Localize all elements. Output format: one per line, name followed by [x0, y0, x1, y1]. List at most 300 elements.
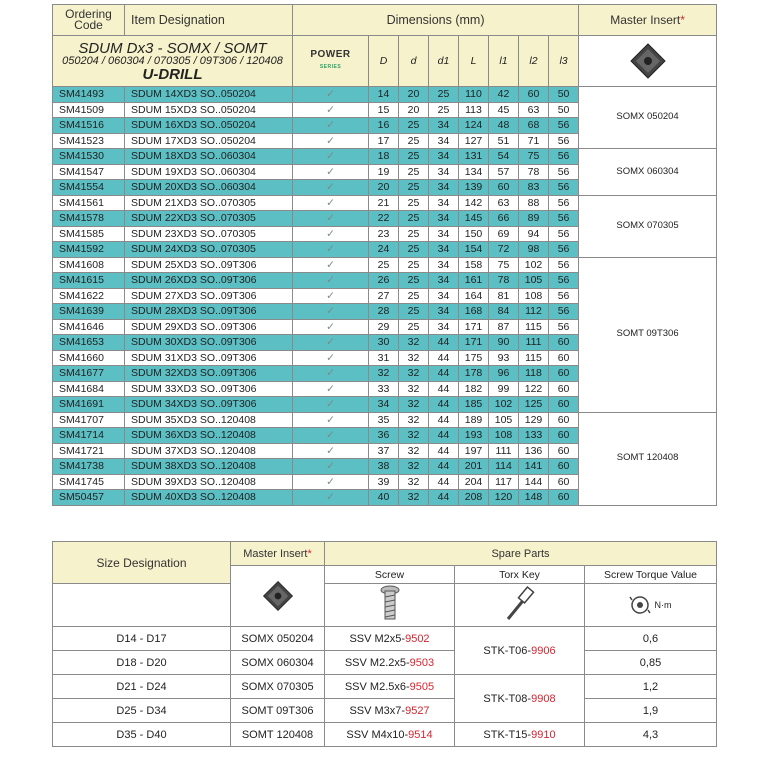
dim-l1-cell: 48 [489, 118, 519, 134]
dim-D-cell: 26 [369, 273, 399, 289]
dim-L-cell: 204 [459, 474, 489, 490]
ordering-code-cell: SM41554 [53, 180, 125, 196]
dim-D-cell: 31 [369, 350, 399, 366]
ordering-code-cell: SM41745 [53, 474, 125, 490]
screw-cell [325, 627, 455, 651]
dim-l3-cell: 56 [549, 195, 579, 211]
product-title-type: U-DRILL [142, 65, 203, 83]
dim-l2-cell: 71 [519, 133, 549, 149]
dim-l3-cell: 56 [549, 180, 579, 196]
master-insert-cell: SOMX 050204 [231, 627, 325, 651]
dim-d1-cell: 44 [429, 474, 459, 490]
torx-key-code: 9910 [531, 728, 556, 741]
dim-d-cell: 25 [399, 288, 429, 304]
power-series-check-icon: ✓ [293, 459, 369, 475]
ordering-code-cell: SM41608 [53, 257, 125, 273]
master-insert-label: Master Insert [610, 12, 681, 27]
item-designation-cell: SDUM 27XD3 SO..09T306 [125, 288, 293, 304]
power-series-check-icon: ✓ [293, 226, 369, 242]
dim-l2-cell: 115 [519, 319, 549, 335]
dim-L-cell: 201 [459, 459, 489, 475]
dim-l2-cell: 89 [519, 211, 549, 227]
dim-l3-cell: 56 [549, 226, 579, 242]
dim-d-cell: 32 [399, 335, 429, 351]
master-insert-header-2 [231, 542, 325, 566]
dim-L-cell: 164 [459, 288, 489, 304]
dim-d-cell: 32 [399, 459, 429, 475]
dim-l1-cell: 54 [489, 149, 519, 165]
screw-cell [325, 651, 455, 675]
power-series-check-icon: ✓ [293, 412, 369, 428]
dim-l1-cell: 66 [489, 211, 519, 227]
dim-l1-cell: 45 [489, 102, 519, 118]
torque-value-cell: 0,6 [585, 627, 717, 651]
item-designation-cell: SDUM 32XD3 SO..09T306 [125, 366, 293, 382]
master-insert-group-cell: SOMX 050204 [579, 87, 717, 149]
spare-parts-row [53, 723, 717, 747]
dim-d1-cell: 44 [429, 350, 459, 366]
item-designation-cell: SDUM 40XD3 SO..120408 [125, 490, 293, 506]
dim-d1-cell: 34 [429, 242, 459, 258]
dim-l3-cell: 60 [549, 335, 579, 351]
torx-key-code: 9908 [531, 692, 556, 705]
ordering-code-cell: SM41578 [53, 211, 125, 227]
screw-cell [325, 699, 455, 723]
dim-d-cell: 25 [399, 195, 429, 211]
dim-L-cell: 161 [459, 273, 489, 289]
dim-D-cell: 20 [369, 180, 399, 196]
dim-l1-cell: 102 [489, 397, 519, 413]
dim-d1-cell: 44 [429, 381, 459, 397]
dim-l3-cell: 60 [549, 490, 579, 506]
power-series-check-icon: ✓ [293, 304, 369, 320]
dim-d1-cell: 34 [429, 164, 459, 180]
insert-icon [628, 41, 668, 81]
dim-L-cell: 113 [459, 102, 489, 118]
screw-icon [378, 585, 402, 623]
dim-d-cell: 32 [399, 412, 429, 428]
item-designation-cell: SDUM 16XD3 SO..050204 [125, 118, 293, 134]
dim-l1-cell: 42 [489, 87, 519, 103]
dim-L-cell: 131 [459, 149, 489, 165]
item-designation-cell: SDUM 21XD3 SO..070305 [125, 195, 293, 211]
item-designation-cell: SDUM 37XD3 SO..120408 [125, 443, 293, 459]
dim-col-d1: d1 [429, 36, 459, 87]
power-series-logo [293, 36, 369, 87]
dim-L-cell: 145 [459, 211, 489, 227]
dim-L-cell: 171 [459, 335, 489, 351]
spare-parts-header: Spare Parts [325, 542, 717, 566]
screw-name: SSV M2.5x6- [344, 680, 410, 693]
dim-d1-cell: 44 [429, 335, 459, 351]
torque-value-cell: 4,3 [585, 723, 717, 747]
dim-l1-cell: 87 [489, 319, 519, 335]
screw-header: Screw [325, 566, 455, 584]
dim-d-cell: 32 [399, 443, 429, 459]
dim-D-cell: 34 [369, 397, 399, 413]
dim-l1-cell: 75 [489, 257, 519, 273]
dim-l1-cell: 81 [489, 288, 519, 304]
dim-L-cell: 189 [459, 412, 489, 428]
master-insert-header [579, 5, 717, 36]
dim-l1-cell: 99 [489, 381, 519, 397]
power-series-check-icon: ✓ [293, 350, 369, 366]
dim-D-cell: 25 [369, 257, 399, 273]
torx-key-cell [455, 723, 585, 747]
dim-D-cell: 27 [369, 288, 399, 304]
dim-d1-cell: 44 [429, 412, 459, 428]
power-series-check-icon: ✓ [293, 366, 369, 382]
dim-col-l1: l1 [489, 36, 519, 87]
dim-l1-cell: 72 [489, 242, 519, 258]
ordering-code-cell: SM41530 [53, 149, 125, 165]
dim-d-cell: 25 [399, 164, 429, 180]
dim-d-cell: 20 [399, 87, 429, 103]
dim-d1-cell: 44 [429, 366, 459, 382]
ordering-code-cell: SM41738 [53, 459, 125, 475]
ordering-code-cell: SM41615 [53, 273, 125, 289]
dim-l1-cell: 63 [489, 195, 519, 211]
dim-l2-cell: 125 [519, 397, 549, 413]
torque-header: Screw Torque Value [585, 566, 717, 584]
power-series-check-icon: ✓ [293, 118, 369, 134]
dim-L-cell: 158 [459, 257, 489, 273]
torx-key-code: 9906 [531, 644, 556, 657]
dim-d1-cell: 34 [429, 180, 459, 196]
dim-l2-cell: 115 [519, 350, 549, 366]
product-title-main: SDUM Dx3 - SOMX / SOMT [78, 39, 267, 57]
dim-l3-cell: 56 [549, 164, 579, 180]
torque-image [585, 584, 717, 627]
dim-D-cell: 40 [369, 490, 399, 506]
dim-L-cell: 168 [459, 304, 489, 320]
dim-l2-cell: 94 [519, 226, 549, 242]
screw-code: 9505 [409, 680, 435, 693]
size-designation-cell: D18 - D20 [53, 651, 231, 675]
dim-d1-cell: 34 [429, 118, 459, 134]
item-designation-cell: SDUM 31XD3 SO..09T306 [125, 350, 293, 366]
item-designation-cell: SDUM 15XD3 SO..050204 [125, 102, 293, 118]
ordering-code-cell: SM41561 [53, 195, 125, 211]
dim-L-cell: 154 [459, 242, 489, 258]
dim-d1-cell: 25 [429, 102, 459, 118]
dim-D-cell: 32 [369, 366, 399, 382]
dim-l2-cell: 88 [519, 195, 549, 211]
item-designation-cell: SDUM 26XD3 SO..09T306 [125, 273, 293, 289]
dim-l3-cell: 50 [549, 102, 579, 118]
ordering-code-cell: SM41547 [53, 164, 125, 180]
dim-l2-cell: 108 [519, 288, 549, 304]
power-series-check-icon: ✓ [293, 335, 369, 351]
master-insert-group-cell: SOMX 070305 [579, 195, 717, 257]
power-series-check-icon: ✓ [293, 133, 369, 149]
dim-D-cell: 19 [369, 164, 399, 180]
dim-d-cell: 25 [399, 211, 429, 227]
dim-d1-cell: 44 [429, 443, 459, 459]
ordering-code-cell: SM41721 [53, 443, 125, 459]
dim-d1-cell: 34 [429, 149, 459, 165]
dim-l1-cell: 111 [489, 443, 519, 459]
dim-d1-cell: 44 [429, 459, 459, 475]
dim-L-cell: 139 [459, 180, 489, 196]
dim-d-cell: 25 [399, 242, 429, 258]
dim-l2-cell: 148 [519, 490, 549, 506]
item-designation-cell: SDUM 38XD3 SO..120408 [125, 459, 293, 475]
dim-l1-cell: 117 [489, 474, 519, 490]
dim-d-cell: 32 [399, 428, 429, 444]
dim-D-cell: 38 [369, 459, 399, 475]
dim-l3-cell: 60 [549, 381, 579, 397]
dim-l2-cell: 136 [519, 443, 549, 459]
power-series-check-icon: ✓ [293, 242, 369, 258]
item-designation-cell: SDUM 25XD3 SO..09T306 [125, 257, 293, 273]
dim-l2-cell: 75 [519, 149, 549, 165]
screw-name: SSV M2x5- [349, 632, 406, 645]
dim-l2-cell: 122 [519, 381, 549, 397]
power-series-check-icon: ✓ [293, 397, 369, 413]
screw-cell [325, 723, 455, 747]
power-series-check-icon: ✓ [293, 257, 369, 273]
dim-D-cell: 23 [369, 226, 399, 242]
dim-l3-cell: 56 [549, 319, 579, 335]
dim-l1-cell: 60 [489, 180, 519, 196]
item-designation-cell: SDUM 22XD3 SO..070305 [125, 211, 293, 227]
dim-l1-cell: 84 [489, 304, 519, 320]
ordering-code-cell: SM41646 [53, 319, 125, 335]
spare-parts-row [53, 675, 717, 699]
torx-key-name: STK-T06- [483, 644, 532, 657]
item-designation-cell: SDUM 30XD3 SO..09T306 [125, 335, 293, 351]
torx-key-header: Torx Key [455, 566, 585, 584]
ordering-code-cell: SM41639 [53, 304, 125, 320]
dim-L-cell: 150 [459, 226, 489, 242]
power-series-check-icon: ✓ [293, 443, 369, 459]
power-series-check-icon: ✓ [293, 195, 369, 211]
torx-key-name: STK-T15- [483, 728, 532, 741]
dim-col-l3: l3 [549, 36, 579, 87]
table-row [53, 412, 717, 428]
dim-D-cell: 21 [369, 195, 399, 211]
dim-D-cell: 30 [369, 335, 399, 351]
dim-d-cell: 32 [399, 381, 429, 397]
dim-D-cell: 22 [369, 211, 399, 227]
dim-l2-cell: 112 [519, 304, 549, 320]
dim-l3-cell: 60 [549, 366, 579, 382]
power-series-check-icon: ✓ [293, 102, 369, 118]
dim-l1-cell: 90 [489, 335, 519, 351]
screw-name: SSV M4x10- [346, 728, 409, 741]
torque-value-cell: 1,9 [585, 699, 717, 723]
ordering-code-cell: SM41592 [53, 242, 125, 258]
dim-l3-cell: 60 [549, 350, 579, 366]
ordering-code-cell: SM41622 [53, 288, 125, 304]
power-series-check-icon: ✓ [293, 381, 369, 397]
dim-D-cell: 17 [369, 133, 399, 149]
screw-code: 9527 [405, 704, 430, 717]
dim-l2-cell: 129 [519, 412, 549, 428]
torque-unit: N·m [654, 600, 672, 610]
dim-d-cell: 32 [399, 397, 429, 413]
torque-wrench-icon [629, 594, 651, 616]
dim-d-cell: 32 [399, 350, 429, 366]
dim-l1-cell: 114 [489, 459, 519, 475]
power-series-check-icon: ✓ [293, 428, 369, 444]
ordering-code-cell: SM41684 [53, 381, 125, 397]
dim-d1-cell: 34 [429, 273, 459, 289]
product-title-sizes: 050204 / 060304 / 070305 / 09T306 / 120408 [62, 54, 283, 67]
screw-name: SSV M2.2x5- [344, 656, 410, 669]
item-designation-cell: SDUM 34XD3 SO..09T306 [125, 397, 293, 413]
screw-cell [325, 675, 455, 699]
dim-d-cell: 25 [399, 118, 429, 134]
table-row [53, 149, 717, 165]
dim-d1-cell: 44 [429, 428, 459, 444]
dim-l3-cell: 50 [549, 87, 579, 103]
power-series-check-icon: ✓ [293, 319, 369, 335]
torque-value-cell: 1,2 [585, 675, 717, 699]
dim-L-cell: 185 [459, 397, 489, 413]
dim-D-cell: 37 [369, 443, 399, 459]
power-series-check-icon: ✓ [293, 180, 369, 196]
dim-d1-cell: 34 [429, 226, 459, 242]
item-designation-header: Item Designation [125, 5, 293, 36]
dim-l1-cell: 93 [489, 350, 519, 366]
dim-l1-cell: 51 [489, 133, 519, 149]
dim-d-cell: 25 [399, 226, 429, 242]
dim-l2-cell: 102 [519, 257, 549, 273]
torx-key-name: STK-T08- [483, 692, 532, 705]
dim-L-cell: 127 [459, 133, 489, 149]
dim-d-cell: 25 [399, 149, 429, 165]
power-series-check-icon: ✓ [293, 273, 369, 289]
dim-l2-cell: 98 [519, 242, 549, 258]
item-designation-cell: SDUM 23XD3 SO..070305 [125, 226, 293, 242]
table-row [53, 257, 717, 273]
master-insert-cell: SOMT 120408 [231, 723, 325, 747]
dim-l1-cell: 108 [489, 428, 519, 444]
dim-l1-cell: 96 [489, 366, 519, 382]
item-designation-cell: SDUM 36XD3 SO..120408 [125, 428, 293, 444]
dim-l2-cell: 118 [519, 366, 549, 382]
dim-col-l2: l2 [519, 36, 549, 87]
dim-D-cell: 36 [369, 428, 399, 444]
dim-D-cell: 16 [369, 118, 399, 134]
master-insert-label-2: Master Insert [243, 547, 308, 560]
dim-l3-cell: 60 [549, 412, 579, 428]
master-insert-star: * [680, 12, 685, 27]
dim-d1-cell: 44 [429, 490, 459, 506]
tool-specification-table [52, 4, 717, 506]
item-designation-cell: SDUM 14XD3 SO..050204 [125, 87, 293, 103]
dim-d1-cell: 34 [429, 319, 459, 335]
dim-col-L: L [459, 36, 489, 87]
table-row [53, 87, 717, 103]
item-designation-cell: SDUM 17XD3 SO..050204 [125, 133, 293, 149]
power-series-check-icon: ✓ [293, 490, 369, 506]
dim-l3-cell: 56 [549, 257, 579, 273]
dim-d-cell: 25 [399, 180, 429, 196]
table-row [53, 195, 717, 211]
dim-d1-cell: 34 [429, 133, 459, 149]
insert-icon-2 [261, 579, 295, 613]
ordering-code-cell: SM41653 [53, 335, 125, 351]
dim-L-cell: 178 [459, 366, 489, 382]
dim-l2-cell: 60 [519, 87, 549, 103]
dim-D-cell: 24 [369, 242, 399, 258]
ordering-code-cell: SM41677 [53, 366, 125, 382]
dim-L-cell: 208 [459, 490, 489, 506]
dim-l2-cell: 63 [519, 102, 549, 118]
dim-d1-cell: 44 [429, 397, 459, 413]
item-designation-cell: SDUM 29XD3 SO..09T306 [125, 319, 293, 335]
dim-d-cell: 32 [399, 490, 429, 506]
dim-D-cell: 33 [369, 381, 399, 397]
screw-name: SSV M3x7- [349, 704, 406, 717]
screw-code: 9514 [408, 728, 433, 741]
screw-image [325, 584, 455, 627]
dim-l2-cell: 144 [519, 474, 549, 490]
dim-L-cell: 175 [459, 350, 489, 366]
power-logo-text: POWER [310, 49, 351, 60]
dim-D-cell: 15 [369, 102, 399, 118]
spare-parts-row [53, 627, 717, 651]
item-designation-cell: SDUM 28XD3 SO..09T306 [125, 304, 293, 320]
ordering-code-header: Ordering Code [53, 5, 125, 36]
dim-L-cell: 193 [459, 428, 489, 444]
dim-d-cell: 25 [399, 257, 429, 273]
dim-D-cell: 29 [369, 319, 399, 335]
dim-L-cell: 110 [459, 87, 489, 103]
dim-l2-cell: 78 [519, 164, 549, 180]
dim-l3-cell: 56 [549, 211, 579, 227]
torque-value-cell: 0,85 [585, 651, 717, 675]
dim-d1-cell: 34 [429, 195, 459, 211]
dim-l1-cell: 69 [489, 226, 519, 242]
torx-key-icon [500, 585, 540, 623]
dim-d-cell: 25 [399, 273, 429, 289]
ordering-code-cell: SM41509 [53, 102, 125, 118]
dim-l2-cell: 141 [519, 459, 549, 475]
dim-l1-cell: 120 [489, 490, 519, 506]
size-blank-cell [53, 584, 231, 627]
ordering-code-cell: SM41691 [53, 397, 125, 413]
dimensions-header: Dimensions (mm) [293, 5, 579, 36]
dim-d-cell: 25 [399, 319, 429, 335]
dim-l3-cell: 56 [549, 133, 579, 149]
dim-col-d: d [399, 36, 429, 87]
dim-L-cell: 142 [459, 195, 489, 211]
spare-parts-row [53, 699, 717, 723]
power-series-check-icon: ✓ [293, 149, 369, 165]
dim-d-cell: 20 [399, 102, 429, 118]
power-series-check-icon: ✓ [293, 288, 369, 304]
spare-parts-row [53, 651, 717, 675]
dim-l2-cell: 105 [519, 273, 549, 289]
master-insert-group-cell: SOMX 060304 [579, 149, 717, 196]
product-title [53, 36, 293, 87]
master-insert-cell: SOMT 09T306 [231, 699, 325, 723]
item-designation-cell: SDUM 35XD3 SO..120408 [125, 412, 293, 428]
size-designation-header: Size Designation [53, 542, 231, 584]
dim-D-cell: 39 [369, 474, 399, 490]
item-designation-cell: SDUM 24XD3 SO..070305 [125, 242, 293, 258]
ordering-code-cell: SM41707 [53, 412, 125, 428]
master-insert-group-cell: SOMT 120408 [579, 412, 717, 505]
dim-d-cell: 25 [399, 133, 429, 149]
dim-d1-cell: 34 [429, 288, 459, 304]
dim-d1-cell: 25 [429, 87, 459, 103]
item-designation-cell: SDUM 19XD3 SO..060304 [125, 164, 293, 180]
